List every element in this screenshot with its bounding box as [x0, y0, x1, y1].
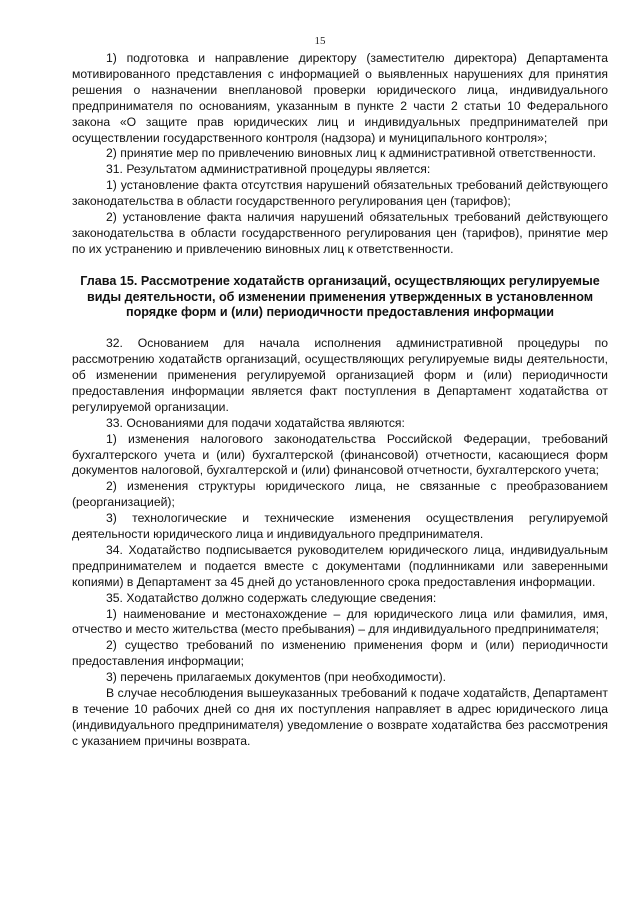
paragraph: 1) подготовка и направление директору (заместителю директора) Департамента мотивированного представления с информацией о выявленных нарушениях для принятия решения о назначении внеплановой проверки юридического лица, индивидуального предпринимателя по основаниям, указанным в пункте 2 части 2 статьи 10 Федерального закона «О защите прав юридических лиц и индивидуальных предпринимателей при осуществлении государственного контроля (надзора) и муниципального контроля»;	[72, 51, 608, 145]
paragraph: 35. Ходатайство должно содержать следующие сведения:	[106, 590, 437, 605]
paragraph: 31. Результатом административной процедуры является:	[106, 162, 431, 177]
paragraph: 3) технологические и технические изменения осуществления регулируемой деятельности юридического лица и индивидуального предпринимателя.	[72, 511, 608, 542]
paragraph: 34. Ходатайство подписывается руководителем юридического лица, индивидуальным предпринимателем и подается вместе с документами (подлинниками или заверенными копиями) в Департамент за 45 дней до установленного срока предоставления информации.	[72, 542, 608, 589]
page-number: 15	[314, 35, 326, 47]
paragraph: 2) установление факта наличия нарушений обязательных требований действующего законодательства в области государственного регулирования цен (тарифов), принятие мер по их устранению и привлечению виновных лиц к ответственности.	[72, 210, 608, 256]
paragraph: 1) изменения налогового законодательства Российской Федерации, требований бухгалтерского учета и (или) бухгалтерской (финансовой) отчетности, касающиеся форм документов налоговой, бухгалтерской и (или) финансовой отчетности, бухгалтерского учета;	[72, 431, 608, 478]
paragraph: 1) установление факта отсутствия нарушений обязательных требований действующего законодательства в области государственного регулирования цен (тарифов);	[72, 178, 608, 209]
chapter-heading: Глава 15. Рассмотрение ходатайств организаций, осуществляющих регулируемые виды деятельности, об изменении применения утвержденных в установленном порядке форм и (или) периодичности предоставления информации	[80, 273, 600, 320]
paragraph: 32. Основанием для начала исполнения административной процедуры по рассмотрению ходатайств организаций, осуществляющих регулируемые виды деятельности, об изменении применения регулируемой организацией форм и (или) периодичности предоставления информации является факт поступления в Департамент ходатайства от регулируемой организации.	[72, 336, 608, 414]
paragraph: 2) принятие мер по привлечению виновных лиц к административной ответственности.	[106, 146, 596, 161]
document-body	[72, 51, 608, 750]
paragraph: В случае несоблюдения вышеуказанных требований к подаче ходатайств, Департамент в течение 10 рабочих дней со дня их поступления направляет в адрес юридического лица (индивидуального предпринимателя) уведомление о возврате ходатайства без рассмотрения с указанием причины возврата.	[72, 686, 608, 748]
paragraph: 2) существо требований по изменению применения форм и (или) периодичности предоставления информации;	[72, 638, 608, 669]
paragraph: 33. Основаниями для подачи ходатайства являются:	[106, 415, 405, 430]
paragraph: 1) наименование и местонахождение – для юридического лица или фамилия, имя, отчество и место жительства (место пребывания) – для индивидуального предпринимателя;	[72, 606, 608, 637]
paragraph: 3) перечень прилагаемых документов (при необходимости).	[106, 670, 447, 685]
paragraph: 2) изменения структуры юридического лица, не связанные с преобразованием (реорганизацией);	[72, 479, 608, 510]
